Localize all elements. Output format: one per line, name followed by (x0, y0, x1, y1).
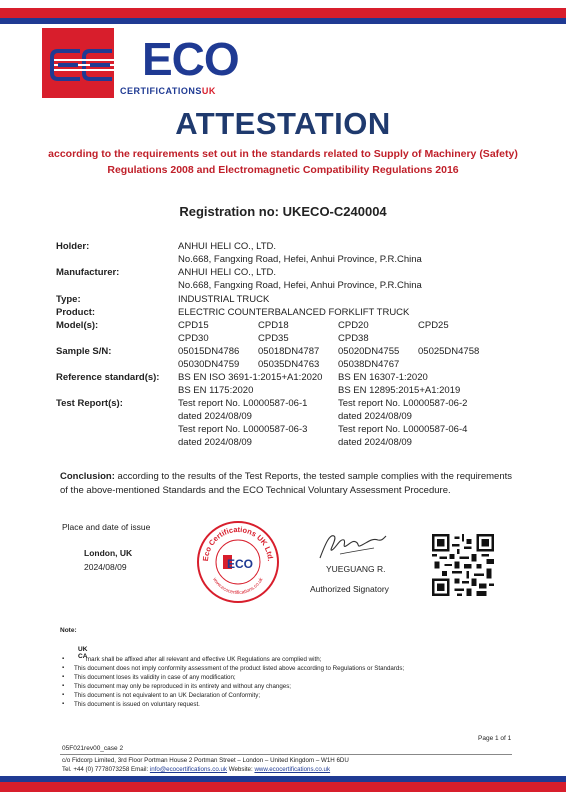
model-item: CPD15 (178, 320, 209, 331)
logo-sub-suffix: UK (201, 86, 216, 96)
document-subtitle (40, 146, 526, 178)
model-item: CPD35 (258, 333, 289, 344)
registration-number: Registration no: UKECO-C240004 (179, 204, 387, 219)
subtitle-line-1: according to the requirements set out in the standards related to Supply of Machinery (Safety) (48, 148, 518, 160)
sample-item: 05030DN4759 (178, 359, 240, 370)
notes-title: Note: (60, 627, 77, 634)
report-date: dated 2024/08/09 (178, 437, 252, 448)
footer-tel: Tel. +44 (0) 7778073258 Email: (62, 766, 150, 773)
product-value: ELECTRIC COUNTERBALANCED FORKLIFT TRUCK (178, 307, 410, 318)
handwritten-signature (316, 528, 390, 562)
sample-label: Sample S/N: (56, 346, 112, 357)
issue-city: London, UK (84, 548, 133, 558)
logo-subtitle (120, 86, 216, 96)
reference-item: BS EN 16307-1:2020 (338, 372, 428, 383)
sample-item: 05038DN4767 (338, 359, 400, 370)
sample-item: 05020DN4755 (338, 346, 400, 357)
manufacturer-address: No.668, Fangxing Road, Hefei, Anhui Province, P.R.China (178, 280, 422, 291)
issue-date: 2024/08/09 (84, 562, 127, 572)
logo-sub-prefix: CERTIFICATIONS (120, 86, 202, 96)
report-number: Test report No. L0000587-06-3 (178, 424, 308, 435)
note-item: ▪ This document does not imply conformity assessment of the product listed above according to Regulations or Standards; (60, 664, 520, 673)
note-item: ▪ This document is not equivalent to an UK Declaration of Conformity; (60, 691, 520, 700)
report-date: dated 2024/08/09 (178, 411, 252, 422)
qr-code (432, 534, 494, 596)
signatory-title: Authorized Signatory (310, 584, 389, 594)
reference-item: BS EN ISO 3691-1:2015+A1:2020 (178, 372, 323, 383)
model-item: CPD25 (418, 320, 449, 331)
footer-red-band (0, 782, 566, 792)
model-item: CPD30 (178, 333, 209, 344)
footer-contact (62, 765, 349, 774)
manufacturer-name: ANHUI HELI CO., LTD. (178, 267, 277, 278)
footer-website-label: Website: (227, 766, 255, 773)
reports-label: Test Report(s): (56, 398, 123, 409)
company-seal-stamp (196, 520, 280, 604)
model-item: CPD38 (338, 333, 369, 344)
note-item: ▪ This document loses its validity in case of any modification; (60, 673, 520, 682)
reference-item: BS EN 12895:2015+A1:2019 (338, 385, 461, 396)
report-date: dated 2024/08/09 (338, 411, 412, 422)
type-label: Type: (56, 294, 81, 305)
sample-item: 05015DN4786 (178, 346, 240, 357)
note-item: ▪ mark shall be affixed after all relevant and effective UK Regulations are complied with; (60, 655, 520, 664)
model-item: CPD20 (338, 320, 369, 331)
product-label: Product: (56, 307, 96, 318)
sample-item: 05025DN4758 (418, 346, 480, 357)
report-number: Test report No. L0000587-06-4 (338, 424, 468, 435)
holder-label: Holder: (56, 241, 90, 252)
svg-text:UK: UK (78, 646, 88, 653)
logo-word: ECO (142, 33, 239, 85)
sample-item: 05018DN4787 (258, 346, 320, 357)
signatory-name: YUEGUANG R. (326, 564, 386, 574)
report-date: dated 2024/08/09 (338, 437, 412, 448)
footer-website-link[interactable]: www.ecocertifications.co.uk (254, 766, 331, 773)
svg-text:CA: CA (78, 653, 88, 659)
logo-mark-icon (50, 48, 146, 82)
conclusion-text: according to the results of the Test Reports, the tested sample complies with the requirements of the above-mentioned Standards and the ECO Technical Voluntary Assessment Procedure. (60, 471, 512, 496)
footer-address-block (62, 756, 349, 774)
footer-address: c/o Fidcorp Limited, 3rd Floor Portman House 2 Portman Street – London – United Kingdom – W1H 6DU (62, 757, 349, 764)
type-value: INDUSTRIAL TRUCK (178, 294, 270, 305)
footer-email-link[interactable]: info@ecocertifications.co.uk (149, 766, 228, 773)
reference-item: BS EN 1175:2020 (178, 385, 254, 396)
conclusion-label: Conclusion: (60, 471, 115, 482)
header-red-band (0, 8, 566, 18)
header-blue-band (0, 18, 566, 24)
conclusion-paragraph (60, 470, 512, 498)
report-number: Test report No. L0000587-06-2 (338, 398, 468, 409)
model-item: CPD18 (258, 320, 289, 331)
notes-list (60, 655, 520, 709)
eco-logo (42, 28, 242, 102)
models-label: Model(s): (56, 320, 99, 331)
page-number: Page 1 of 1 (478, 735, 512, 742)
form-code: 05F021rev00_case 2 (62, 745, 124, 752)
holder-name: ANHUI HELI CO., LTD. (178, 241, 277, 252)
note-item: ▪ This document may only be reproduced in its entirety and without any changes; (60, 682, 520, 691)
manufacturer-label: Manufacturer: (56, 267, 120, 278)
svg-text:www.ecocertifications.co.uk: www.ecocertifications.co.uk (211, 576, 265, 597)
sample-item: 05035DN4763 (258, 359, 320, 370)
report-number: Test report No. L0000587-06-1 (178, 398, 308, 409)
document-title: ATTESTATION (175, 106, 391, 141)
svg-text:Eco Certifications UK Ltd.: Eco Certifications UK Ltd. (200, 524, 275, 562)
note-item: ▪ This document is issued on voluntary request. (60, 700, 520, 709)
footer-divider (60, 754, 512, 755)
svg-text:ECO: ECO (227, 557, 254, 571)
reference-label: Reference standard(s): (56, 372, 160, 383)
holder-address: No.668, Fangxing Road, Hefei, Anhui Province, P.R.China (178, 254, 422, 265)
subtitle-line-2: Regulations 2008 and Electromagnetic Compatibility Regulations 2016 (107, 164, 459, 176)
issue-label: Place and date of issue (62, 522, 151, 532)
